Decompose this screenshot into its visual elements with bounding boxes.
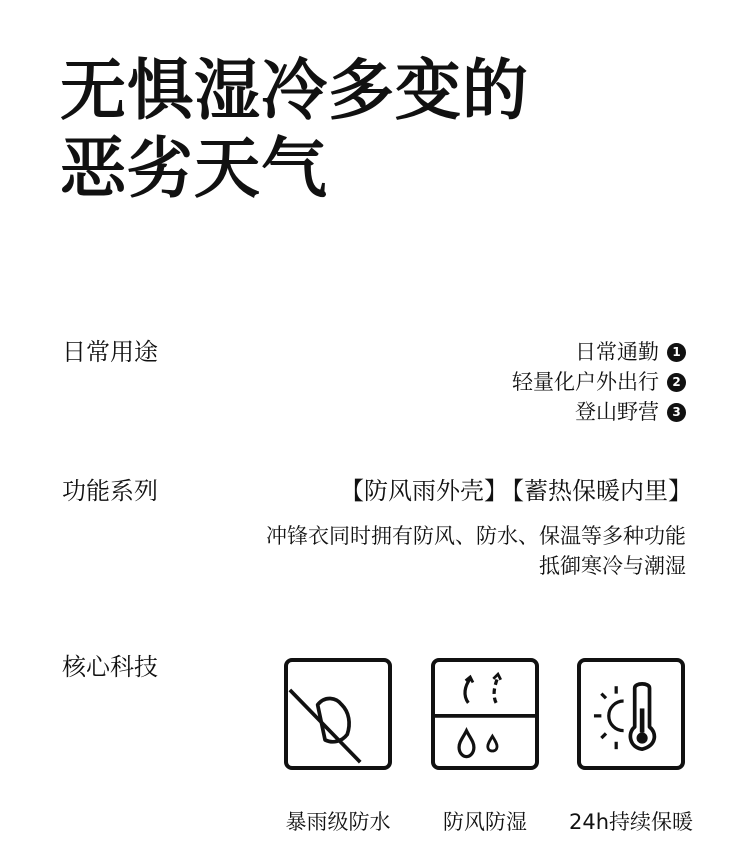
- usage-item: [512, 337, 686, 367]
- wind-moisture-icon: [431, 658, 539, 770]
- sun-thermometer-icon: [577, 658, 685, 770]
- headline-line-1: 无惧湿冷多变的: [60, 52, 529, 129]
- series-lining: 【蓄热保暖内里】: [512, 477, 692, 505]
- function-description: [266, 521, 686, 581]
- usage-item-text: 日常通勤: [575, 340, 659, 364]
- wind-moisture-graphic: [435, 662, 535, 766]
- usage-item: [512, 397, 686, 427]
- number-badge-1: 1: [667, 343, 686, 362]
- tech-label: 核心科技: [62, 653, 158, 681]
- page-title: [60, 52, 529, 208]
- number-badge-2: 2: [667, 373, 686, 392]
- usage-label: 日常用途: [62, 338, 158, 366]
- number-badge-3: 3: [667, 403, 686, 422]
- feature-label-windproof: 防风防湿: [443, 810, 527, 834]
- series-shell: 【防风雨外壳】: [340, 477, 508, 505]
- water-drop-shield-icon: [284, 658, 392, 770]
- sun-thermometer-graphic: [581, 662, 681, 766]
- headline-line-2: 恶劣天气: [60, 130, 328, 207]
- feature-label-warmth: 24h持续保暖: [568, 810, 694, 834]
- usage-list: [512, 337, 686, 427]
- function-label: 功能系列: [62, 477, 158, 505]
- feature-label-waterproof: 暴雨级防水: [285, 810, 391, 834]
- usage-item: [512, 367, 686, 397]
- water-drop-shield-graphic: [288, 662, 388, 766]
- function-series: [340, 476, 692, 506]
- usage-item-text: 轻量化户外出行: [512, 370, 659, 394]
- usage-item-text: 登山野营: [575, 400, 659, 424]
- description-line-1: 冲锋衣同时拥有防风、防水、保温等多种功能: [266, 524, 686, 548]
- description-line-2: 抵御寒冷与潮湿: [539, 554, 686, 578]
